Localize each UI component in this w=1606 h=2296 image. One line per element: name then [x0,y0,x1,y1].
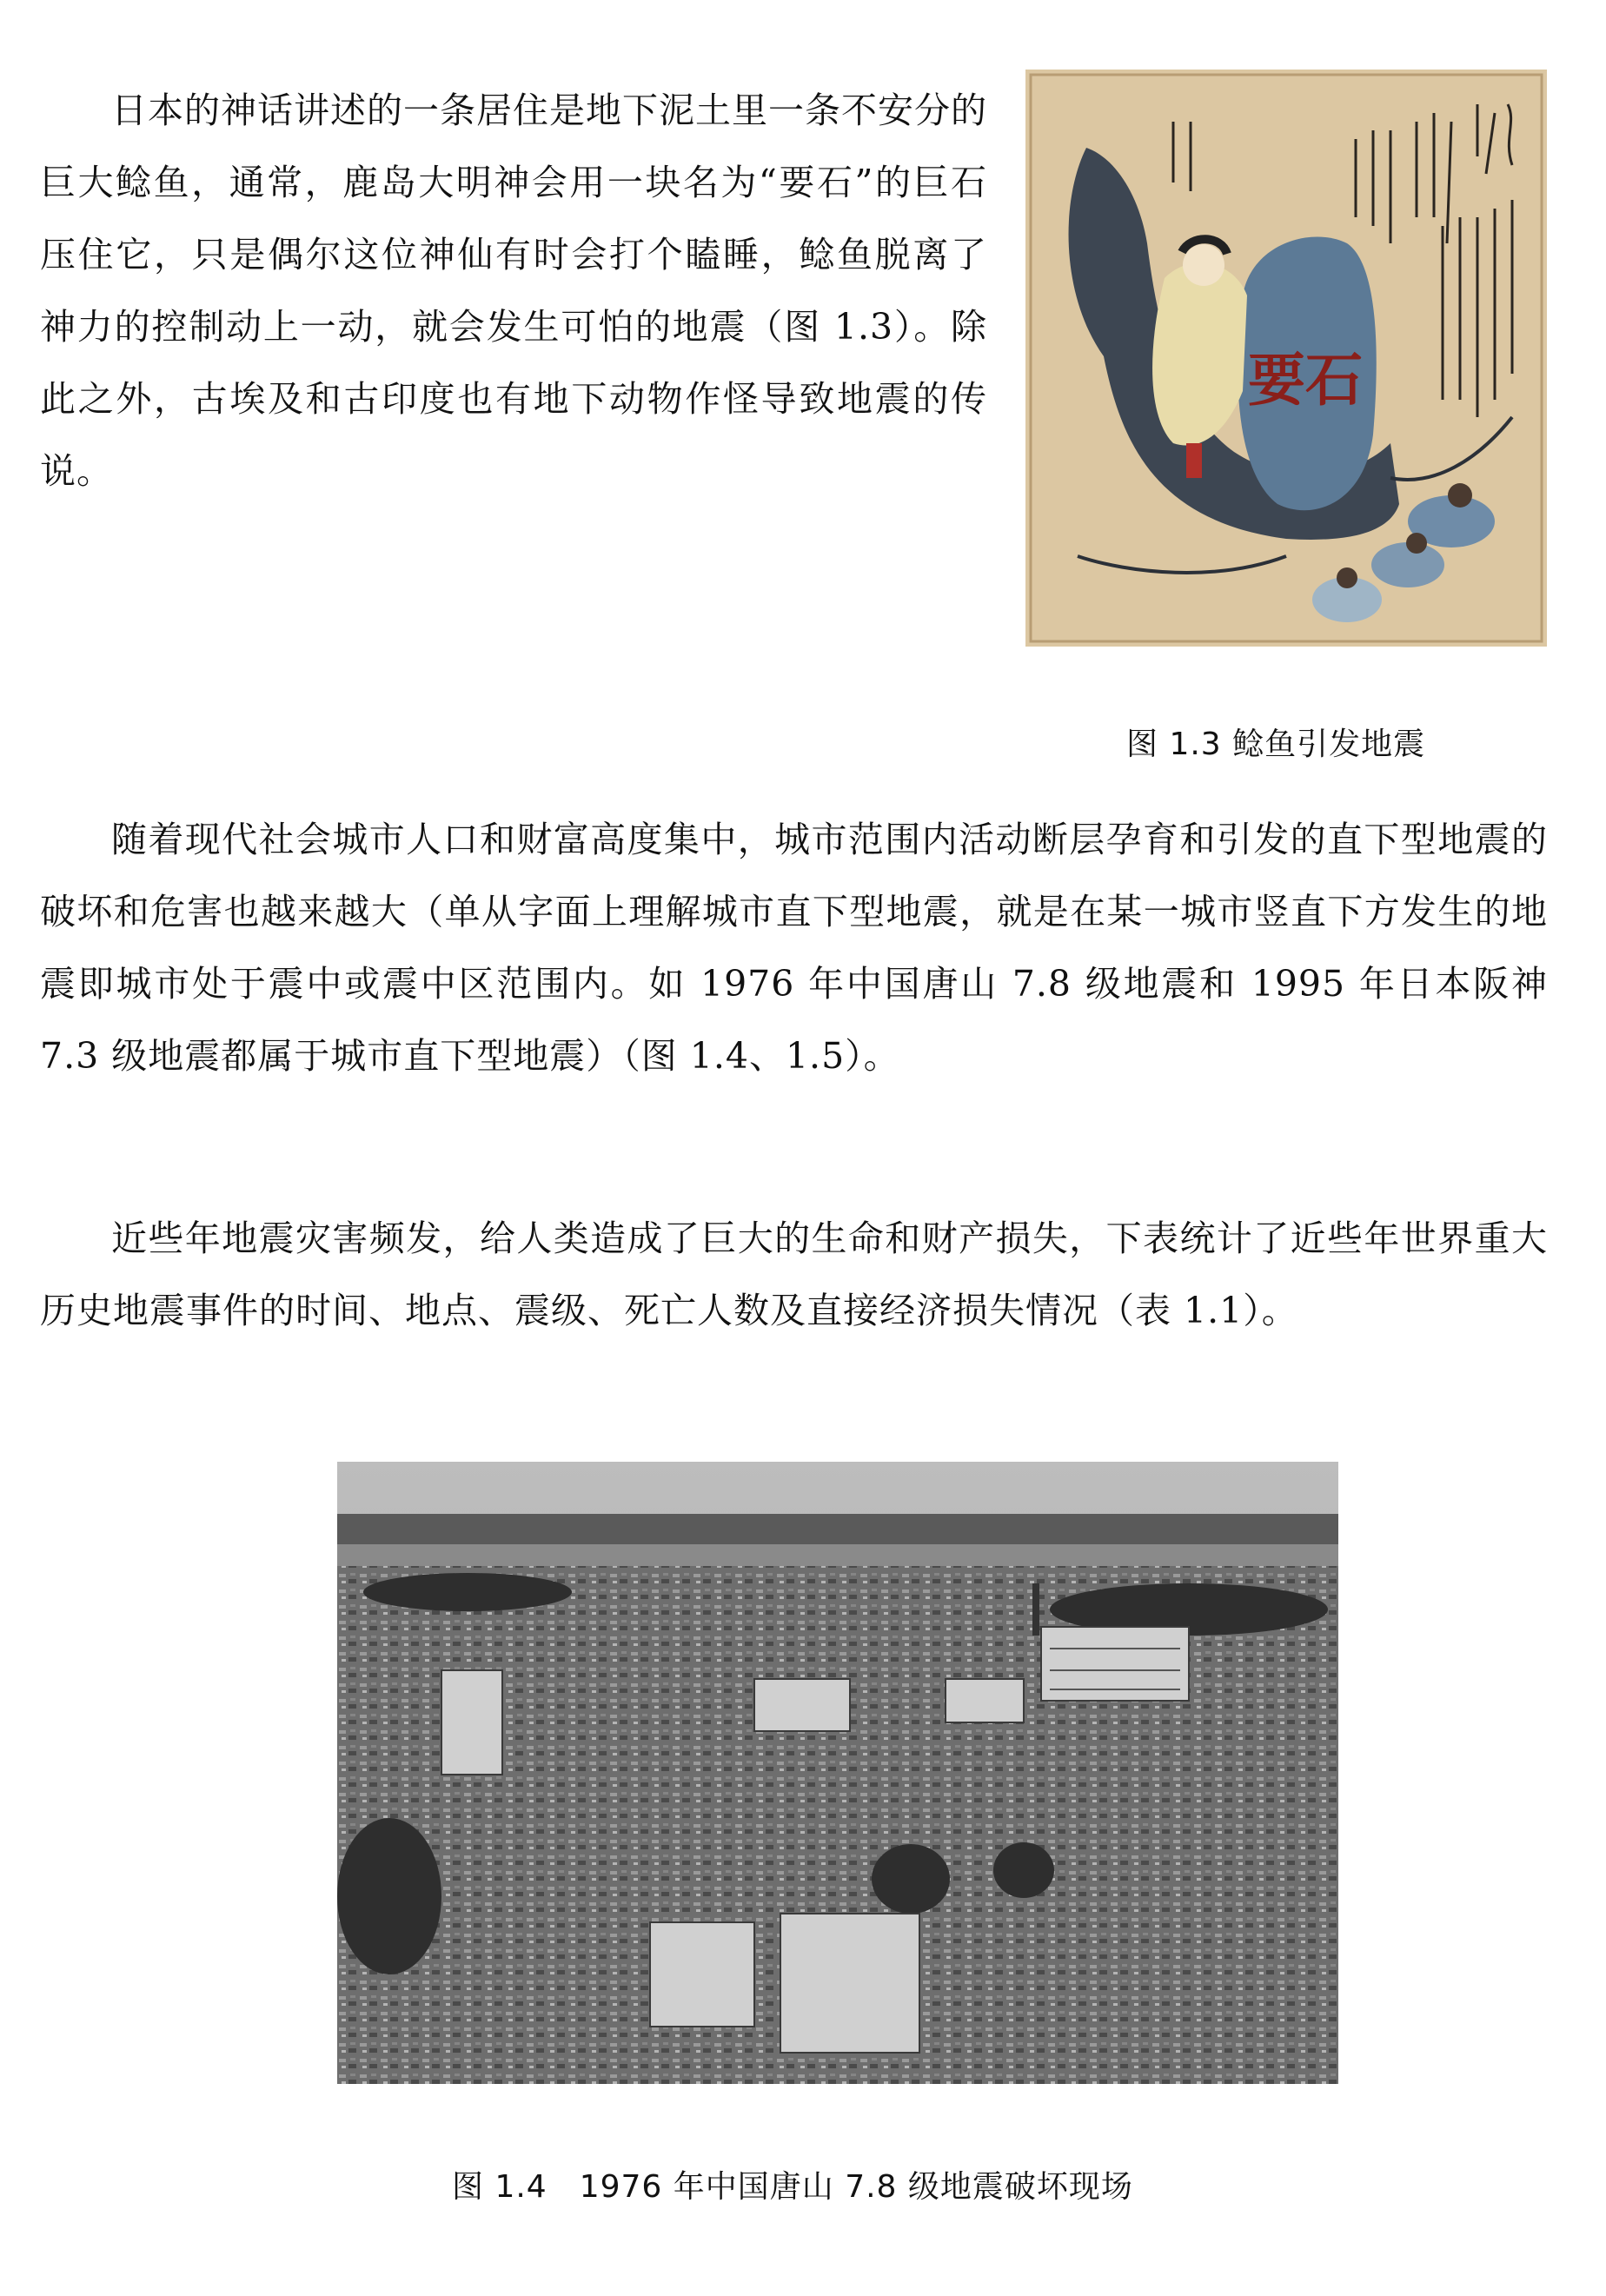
figure-1-4-caption: 图 1.4 1976 年中国唐山 7.8 级地震破坏现场 [452,2169,1133,2205]
figure-catfish-woodblock-print [1025,70,1547,647]
figure-1-3-caption: 图 1.3 鲶鱼引发地震 [1126,727,1426,762]
figure-tangshan-earthquake-ruins-photo [337,1462,1338,2084]
stone-label: 要石 [1248,346,1363,414]
paragraph-catfish-myth: 日本的神话讲述的一条居住是地下泥土里一条不安分的巨大鲶鱼，通常，鹿岛大明神会用一块名为“要石”的巨石压住它，只是偶尔这位神仙有时会打个瞌睡，鲶鱼脱离了神力的控制动上一动，就会发生可怕的地震（图 1.3）。除此之外，古埃及和古印度也有地下动物作怪导致地震的传说。 [40,90,987,492]
paragraph-earthquake-statistics: 近些年地震灾害频发，给人类造成了巨大的生命和财产损失，下表统计了近些年世界重大历史地震事件的时间、地点、震级、死亡人数及直接经济损失情况（表 1.1）。 [40,1218,1548,1331]
paragraph-urban-direct-earthquakes: 随着现代社会城市人口和财富高度集中，城市范围内活动断层孕育和引发的直下型地震的破坏和危害也越来越大（单从字面上理解城市直下型地震，就是在某一城市竖直下方发生的地震即城市处于震中或震中区范围内。如 1976 年中国唐山 7.8 级地震和 1995 年日本阪神 7.3 级地震都属于城市直下型地震）（图 1.4、1.5）。 [40,819,1548,1077]
